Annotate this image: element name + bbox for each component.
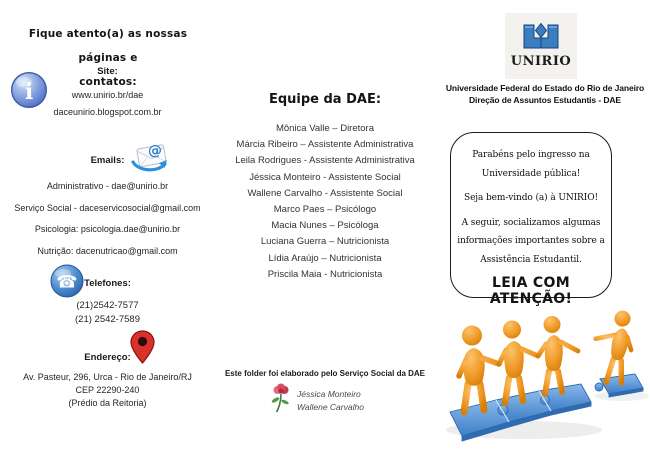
attention-callout: LEIA COM ATENÇÃO!	[489, 275, 573, 307]
org-name-line2: Direção de Assuntos Estudantis - DAE	[469, 94, 621, 105]
phone-list	[0, 299, 215, 326]
address-line: (Prédio da Reitoria)	[68, 398, 147, 408]
site-links	[0, 87, 215, 121]
flower-icon	[270, 383, 292, 413]
left-title-line2: contatos:	[79, 76, 137, 88]
team-member: Marco Paes – Psicólogo	[273, 204, 377, 216]
author-name: Wallene Carvalho	[297, 402, 364, 412]
team-member: Priscila Maia - Nutricionista	[267, 268, 383, 280]
site-section-label: Site:	[97, 66, 118, 77]
unirio-logo-text: UNIRIO	[510, 54, 572, 69]
phone-number: (21)2542-7577	[76, 300, 139, 311]
phone-number: (21) 2542-7589	[75, 313, 140, 325]
email-entry[interactable]: Administrativo - dae@unirio.br	[46, 181, 169, 191]
org-name	[440, 83, 650, 106]
welcome-box	[450, 132, 612, 307]
unirio-logo	[505, 13, 577, 79]
address-line: CEP 22290-240	[75, 385, 140, 395]
left-title-line1: Fique atento(a) as nossas páginas e	[28, 28, 188, 64]
teamwork-illustration	[442, 300, 650, 448]
phones-section-label: Telefones:	[84, 278, 131, 289]
unirio-emblem-icon	[518, 23, 564, 53]
author-name: Jéssica Monteiro	[297, 389, 361, 399]
team-member: Mônica Valle – Diretora	[275, 123, 375, 134]
team-member: Leila Rodrigues - Assistente Administrativa	[235, 155, 415, 167]
email-entry[interactable]: Nutrição: dacenutricao@gmail.com	[37, 245, 178, 256]
team-member: Jéssica Monteiro - Assistente Social	[249, 171, 401, 183]
address-section-label: Endereço:	[84, 352, 131, 363]
team-member: Lídia Araújo – Nutricionista	[268, 252, 382, 264]
email-entry[interactable]: Psicologia: psicologia.dae@unirio.br	[34, 224, 181, 234]
team-list	[215, 121, 435, 283]
team-member: Wallene Carvalho - Assistente Social	[247, 187, 403, 199]
credit-line: Este folder foi elaborado pelo Serviço Social da DAE	[224, 369, 426, 378]
welcome-paragraph-1: Parabéns pelo ingresso na Universidade pública!	[472, 150, 590, 179]
svg-text:i: i	[24, 79, 34, 105]
svg-text:@: @	[148, 143, 162, 159]
address-block	[0, 371, 215, 410]
author-list	[297, 388, 364, 414]
svg-text:☎: ☎	[56, 272, 78, 293]
site-link[interactable]: daceunirio.blogspot.com.br	[53, 107, 162, 117]
team-title: Equipe da DAE:	[268, 92, 382, 107]
welcome-paragraph-2: Seja bem-vindo (a) à UNIRIO!	[464, 193, 598, 203]
address-line: Av. Pasteur, 296, Urca - Rio de Janeiro/RJ	[23, 372, 192, 382]
emails-section-label: Emails:	[90, 155, 125, 166]
team-member: Márcia Ribeiro – Assistente Administrativa	[236, 139, 414, 151]
team-member: Macia Nunes – Psicóloga	[271, 220, 379, 232]
team-member: Luciana Guerra – Nutricionista	[260, 236, 390, 248]
org-name-line1: Universidade Federal do Estado do Rio de Janeiro	[445, 83, 645, 93]
email-list	[0, 176, 215, 262]
site-link[interactable]: www.unirio.br/dae	[71, 90, 144, 100]
welcome-paragraph-3: A seguir, socializamos algumas informações importantes sobre a Assistência Estudantil.	[457, 217, 605, 265]
email-entry[interactable]: Serviço Social - daceservicosocial@gmail.com	[14, 202, 201, 213]
